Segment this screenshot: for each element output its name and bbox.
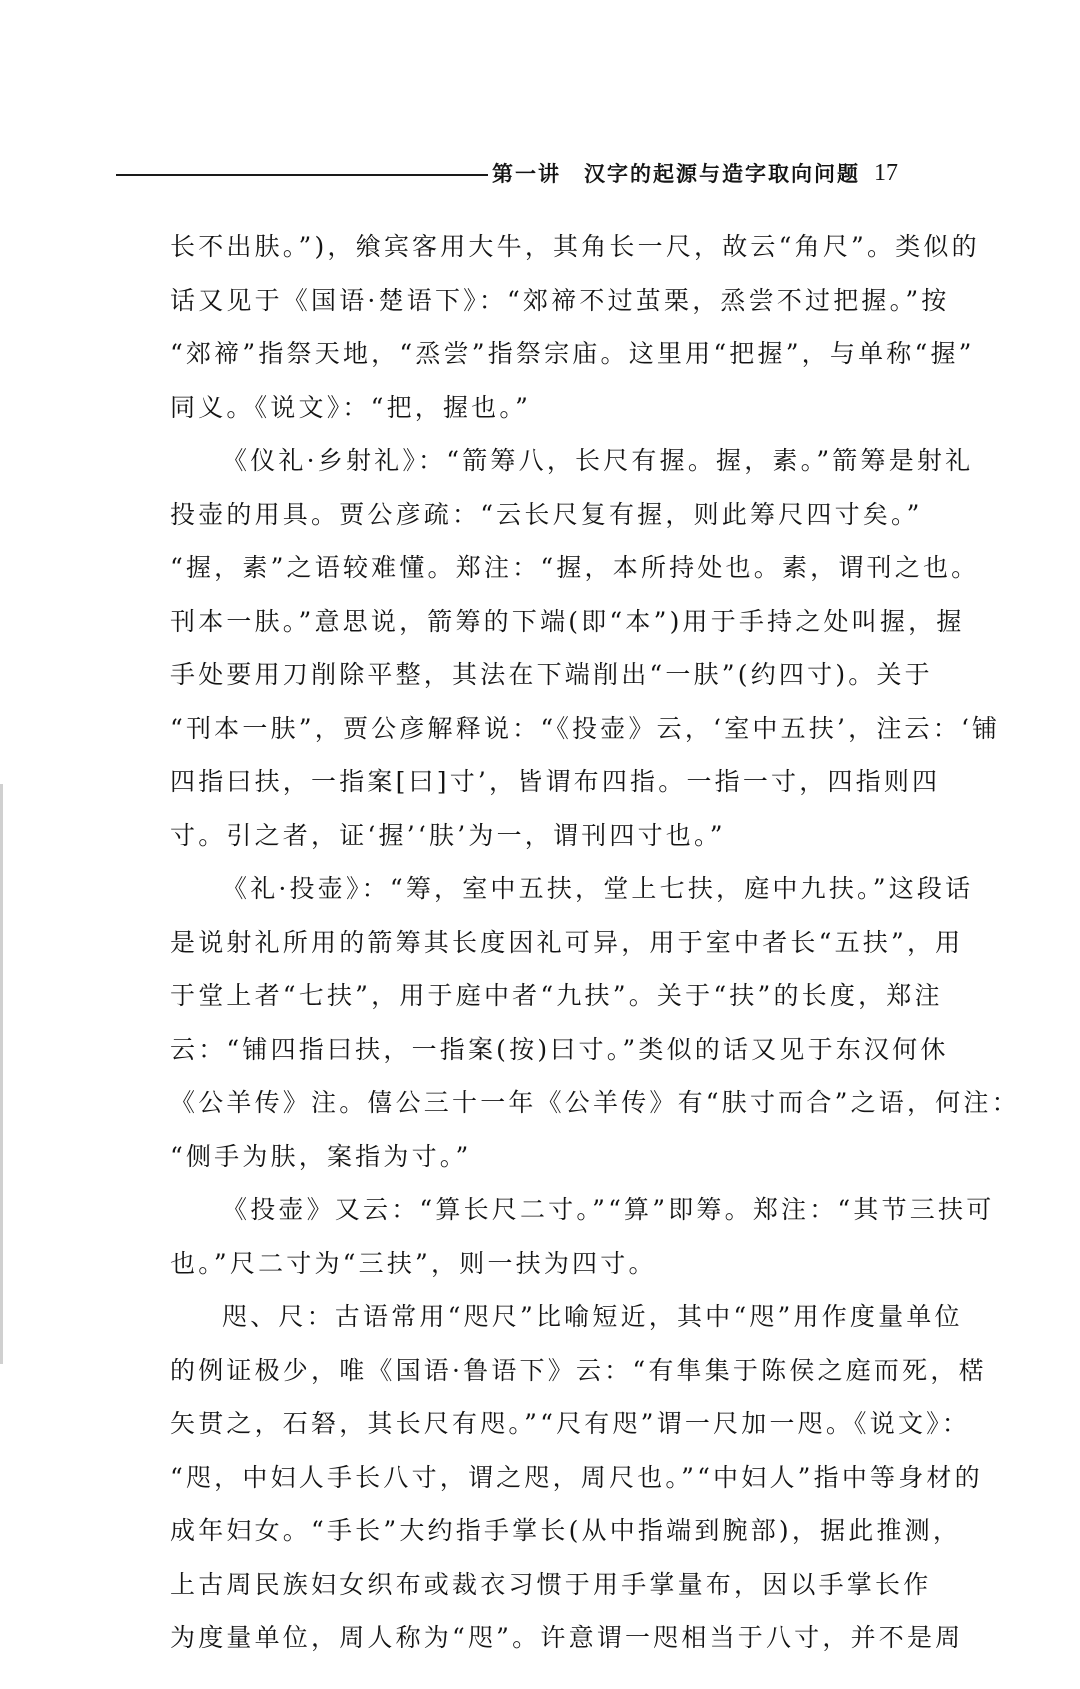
paragraph-first-line: 《投壶》又云：“算长尺二寸。”“算”即筹。郑注：“其节三扶可 [222, 1195, 995, 1224]
paragraph-first-line: 《礼·投壶》：“筹，室中五扶，堂上七扶，庭中九扶。”这段话 [222, 874, 974, 903]
text-line: “侧手为肤，案指为寸。” [170, 1141, 472, 1171]
text-line: 也。”尺二寸为“三扶”，则一扶为四寸。 [170, 1248, 657, 1278]
text-line: 于堂上者“七扶”，用于庭中者“九扶”。关于“扶”的长度，郑注 [170, 981, 943, 1010]
running-header [116, 158, 916, 188]
text-line: 手处要用刀削除平整，其法在下端削出“一肤”(约四寸)。关于 [170, 660, 933, 689]
text-line: 四指曰扶，一指案[曰]寸’，皆谓布四指。一指一寸，四指则四 [170, 767, 941, 796]
text-line: “刊本一肤”，贾公彦解释说：“《投壶》云，‘室中五扶’，注云：‘铺 [170, 713, 1001, 743]
text-line: 长不出肤。”)，飨宾客用大牛，其角长一尺，故云“角尺”。类似的 [170, 232, 980, 261]
body-text [170, 220, 1020, 1665]
text-line: 投壶的用具。贾公彦疏：“云长尺复有握，则此筹尺四寸矣。” [170, 499, 923, 529]
text-line: 话又见于《国语·楚语下》：“郊禘不过茧栗，烝尝不过把握。”按 [170, 285, 950, 315]
paragraph-first-line: 咫、尺：古语常用“咫尺”比喻短近，其中“咫”用作度量单位 [222, 1302, 963, 1331]
text-line: 是说射礼所用的箭筹其长度因礼可异，用于室中者长“五扶”，用 [170, 927, 964, 957]
text-line: 寸。引之者，证‘握’‘肤’为一，谓刊四寸也。” [170, 820, 726, 850]
text-line: 上古周民族妇女织布或裁衣习惯于用手掌量布，因以手掌长作 [170, 1569, 932, 1599]
scan-edge-mark [0, 784, 3, 1364]
text-line: “握，素”之语较难懂。郑注：“握，本所持处也。素，谓刊之也。 [170, 553, 980, 582]
running-title: 第一讲 汉字的起源与造字取向问题 [492, 161, 860, 186]
paragraph-first-line: 《仪礼·乡射礼》：“箭筹八，长尺有握。握，素。”箭筹是射礼 [222, 446, 974, 475]
page-number: 17 [874, 159, 898, 186]
text-line: 为度量单位，周人称为“咫”。许意谓一咫相当于八寸，并不是周 [170, 1623, 964, 1652]
text-line: “咫，中妇人手长八寸，谓之咫，周尺也。”“中妇人”指中等身材的 [170, 1462, 983, 1492]
text-line: “郊禘”指祭天地，“烝尝”指祭宗庙。这里用“把握”，与单称“握” [170, 339, 975, 368]
text-line: 《公羊传》注。僖公三十一年《公羊传》有“肤寸而合”之语，何注： [170, 1088, 1020, 1117]
text-line: 的例证极少，唯《国语·鲁语下》云：“有隼集于陈侯之庭而死，楛 [170, 1355, 987, 1385]
text-line: 云：“铺四指曰扶，一指案(按)曰寸。”类似的话又见于东汉何休 [170, 1034, 949, 1064]
text-line: 矢贯之，石砮，其长尺有咫。”“尺有咫”谓一尺加一咫。《说文》： [170, 1409, 971, 1438]
text-line: 同义。《说文》：“把，握也。” [170, 392, 532, 422]
text-line: 成年妇女。“手长”大约指手掌长(从中指端到腕部)，据此推测， [170, 1516, 962, 1545]
text-line: 刊本一肤。”意思说，箭筹的下端(即“本”)用于手持之处叫握，握 [170, 606, 965, 636]
header-rule [116, 174, 488, 176]
